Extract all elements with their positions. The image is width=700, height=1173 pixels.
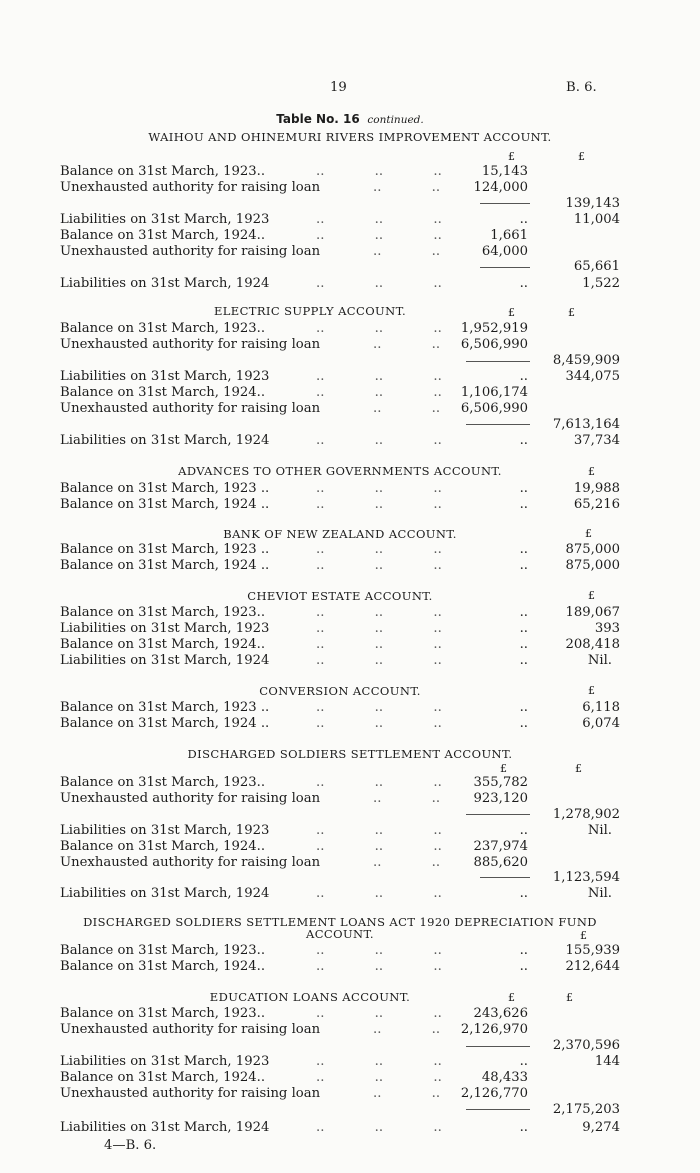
amount-col1: .. [519, 212, 528, 227]
table-row: Balance on 31st March, 1924.. .. .. .. 48,433 [60, 1070, 528, 1085]
amount-col1: 237,974 [473, 839, 528, 854]
amount-col1: 885,620 [473, 855, 528, 870]
amount-col2: 189,067 [565, 605, 620, 620]
section-title: ADVANCES TO OTHER GOVERNMENTS ACCOUNT. [178, 464, 502, 478]
amount-col1: .. [519, 653, 528, 668]
row-label: Balance on 31st March, 1923.. [60, 1006, 266, 1021]
amount-col1: 1,106,174 [460, 385, 528, 400]
footer-signature: 4—B. 6. [104, 1138, 157, 1153]
amount-col1: .. [519, 605, 528, 620]
currency-col1: £ [500, 762, 507, 775]
section-title: CHEVIOT ESTATE ACCOUNT. [247, 589, 433, 603]
leader-dots: .. .. .. [316, 164, 442, 179]
amount-col1: .. [519, 959, 528, 974]
table-row [60, 196, 620, 212]
row-label: Unexhausted authority for raising loan [60, 244, 321, 259]
table-row: Liabilities on 31st March, 1924 .. .. .. .. 9,274 [60, 1120, 620, 1135]
page-number: 19 [330, 80, 347, 95]
currency-col2: £ [566, 991, 573, 1004]
table-row [60, 417, 620, 433]
amount-col1: 2,126,770 [460, 1086, 528, 1101]
currency-col2: £ [585, 527, 592, 540]
amount-col1: .. [519, 481, 528, 496]
amount-col2: 6,118 [582, 700, 620, 715]
table-row [60, 259, 620, 275]
row-label: Balance on 31st March, 1924 .. [60, 558, 270, 573]
amount-col2: 9,274 [582, 1120, 620, 1135]
section-heading-depreciation-fund [60, 916, 620, 940]
section-heading-conversion [0, 684, 690, 698]
amount-col1: 15,143 [481, 164, 528, 179]
table-row: Unexhausted authority for raising loan .. .. 6,506,990 [60, 337, 528, 352]
row-label: Liabilities on 31st March, 1923 [60, 212, 270, 227]
row-label: Balance on 31st March, 1924 .. [60, 497, 270, 512]
table-row: Liabilities on 31st March, 1924 .. .. .. .. 37,734 [60, 433, 620, 448]
amount-col2: 344,075 [565, 369, 620, 384]
section-title: DISCHARGED SOLDIERS SETTLEMENT ACCOUNT. [187, 747, 513, 761]
row-label: Liabilities on 31st March, 1923 [60, 369, 270, 384]
amount-col2: 65,661 [573, 259, 620, 274]
amount-col1: .. [519, 823, 528, 838]
row-label: Liabilities on 31st March, 1923 [60, 621, 270, 636]
table-row: Liabilities on 31st March, 1923 .. .. .. .. 11,004 [60, 212, 620, 227]
amount-col2: 393 [594, 621, 620, 636]
table-row: Balance on 31st March, 1924 .. .. .. .. .. 875,000 [60, 558, 620, 573]
row-label: Balance on 31st March, 1924.. [60, 1070, 266, 1085]
currency-col2: £ [578, 150, 585, 163]
table-title-label: Table No. 16 [276, 112, 360, 126]
row-label: Liabilities on 31st March, 1924 [60, 653, 270, 668]
amount-col1: 1,952,919 [460, 321, 528, 336]
table-row: Liabilities on 31st March, 1923 .. .. .. .. 393 [60, 621, 620, 636]
currency-col2: £ [568, 306, 575, 319]
amount-col2: 7,613,164 [552, 417, 620, 432]
row-label: Liabilities on 31st March, 1924 [60, 433, 270, 448]
table-row [60, 807, 620, 823]
amount-col2: 208,418 [565, 637, 620, 652]
amount-col1: 923,120 [473, 791, 528, 806]
amount-col2: 11,004 [573, 212, 620, 227]
section-title: BANK OF NEW ZEALAND ACCOUNT. [223, 527, 457, 541]
row-label: Balance on 31st March, 1923.. [60, 321, 266, 336]
amount-col1: .. [519, 276, 528, 291]
amount-col2: 2,175,203 [552, 1102, 620, 1117]
row-label: Unexhausted authority for raising loan [60, 855, 321, 870]
amount-col1: .. [519, 886, 528, 901]
currency-col2: £ [588, 465, 595, 478]
table-row: Liabilities on 31st March, 1924 .. .. .. .. Nil. [60, 653, 612, 668]
amount-col1: .. [519, 943, 528, 958]
section-heading-discharged-soldiers [0, 747, 700, 761]
section-heading-electric [0, 304, 660, 318]
table-row: Balance on 31st March, 1923.. .. .. .. .. 189,067 [60, 605, 620, 620]
amount-col2: 8,459,909 [552, 353, 620, 368]
amount-col2: 19,988 [573, 481, 620, 496]
section-heading-advances [0, 464, 690, 478]
table-row: Unexhausted authority for raising loan .. .. 64,000 [60, 244, 528, 259]
table-row: Balance on 31st March, 1924.. .. .. .. .. 212,644 [60, 959, 620, 974]
currency-col2: £ [580, 929, 587, 942]
row-label: Unexhausted authority for raising loan [60, 1086, 321, 1101]
row-label: Balance on 31st March, 1923 .. [60, 481, 270, 496]
table-row [60, 1102, 620, 1118]
amount-col2: 155,939 [565, 943, 620, 958]
row-label: Balance on 31st March, 1923.. [60, 775, 266, 790]
amount-col1: 6,506,990 [460, 401, 528, 416]
section-title: ELECTRIC SUPPLY ACCOUNT. [213, 304, 407, 318]
table-title [0, 112, 700, 126]
table-row: Unexhausted authority for raising loan .. .. 124,000 [60, 180, 528, 195]
section-title-line1: DISCHARGED SOLDIERS SETTLEMENT LOANS ACT 1920 DEPRECIATION FUND [83, 915, 597, 929]
table-row: Balance on 31st March, 1923 .. .. .. .. .. 6,118 [60, 700, 620, 715]
row-label: Liabilities on 31st March, 1924 [60, 1120, 270, 1135]
amount-col2: 37,734 [573, 433, 620, 448]
table-row: Balance on 31st March, 1923 .. .. .. .. .. 875,000 [60, 542, 620, 557]
amount-col2: 6,074 [582, 716, 620, 731]
table-row: Balance on 31st March, 1923.. .. .. .. .. 155,939 [60, 943, 620, 958]
currency-col2: £ [575, 762, 582, 775]
currency-col2: £ [588, 589, 595, 602]
amount-col1: .. [519, 558, 528, 573]
row-label: Balance on 31st March, 1923.. [60, 164, 266, 179]
amount-col2: Nil. [587, 823, 612, 838]
table-row: Balance on 31st March, 1924.. .. .. .. 1,661 [60, 228, 528, 243]
section-title: CONVERSION ACCOUNT. [259, 684, 421, 698]
amount-col2: 65,216 [573, 497, 620, 512]
table-row: Liabilities on 31st March, 1923 .. .. .. .. 344,075 [60, 369, 620, 384]
amount-col2: 1,522 [582, 276, 620, 291]
row-label: Unexhausted authority for raising loan [60, 1022, 321, 1037]
row-label: Balance on 31st March, 1923.. [60, 943, 266, 958]
amount-col1: .. [519, 542, 528, 557]
table-row [60, 164, 620, 180]
row-label: Balance on 31st March, 1924.. [60, 228, 266, 243]
row-label: Unexhausted authority for raising loan [60, 337, 321, 352]
table-row: Unexhausted authority for raising loan .. .. 923,120 [60, 791, 528, 806]
table-row: Unexhausted authority for raising loan .. .. 6,506,990 [60, 401, 528, 416]
section-title-line2: ACCOUNT. [306, 927, 374, 941]
row-label: Balance on 31st March, 1923 .. [60, 542, 270, 557]
table-row: Balance on 31st March, 1924 .. .. .. .. .. 65,216 [60, 497, 620, 512]
section-heading-waihou [0, 130, 700, 144]
amount-col1: .. [519, 497, 528, 512]
amount-col2: 144 [594, 1054, 620, 1069]
amount-col1: 6,506,990 [460, 337, 528, 352]
row-label: Balance on 31st March, 1924.. [60, 959, 266, 974]
amount-col1: 355,782 [473, 775, 528, 790]
amount-col1: .. [519, 1054, 528, 1069]
row-label: Liabilities on 31st March, 1923 [60, 823, 270, 838]
table-row: Liabilities on 31st March, 1923 .. .. .. .. 144 [60, 1054, 620, 1069]
table-row: Unexhausted authority for raising loan .. .. 2,126,770 [60, 1086, 528, 1101]
amount-col1: 1,661 [490, 228, 528, 243]
amount-col1: .. [519, 433, 528, 448]
table-row: Unexhausted authority for raising loan .. .. 2,126,970 [60, 1022, 528, 1037]
amount-col2: 139,143 [565, 196, 620, 211]
row-label: Unexhausted authority for raising loan [60, 401, 321, 416]
amount-col2: 212,644 [565, 959, 620, 974]
table-row: Balance on 31st March, 1923.. .. .. .. 355,782 [60, 775, 528, 790]
amount-col2: 1,278,902 [552, 807, 620, 822]
amount-col2: Nil. [587, 653, 612, 668]
table-row: Balance on 31st March, 1923.. .. .. .. 1,952,919 [60, 321, 528, 336]
currency-col1: £ [508, 991, 515, 1004]
amount-col2: 875,000 [565, 542, 620, 557]
row-label: Balance on 31st March, 1923 .. [60, 700, 270, 715]
table-row [60, 870, 620, 886]
table-row: Liabilities on 31st March, 1924 .. .. .. .. 1,522 [60, 276, 620, 291]
row-label: Balance on 31st March, 1924.. [60, 385, 266, 400]
section-heading-education-loans [0, 990, 660, 1004]
section-title: WAIHOU AND OHINEMURI RIVERS IMPROVEMENT ACCOUNT. [148, 130, 552, 144]
section-title: EDUCATION LOANS ACCOUNT. [209, 990, 411, 1004]
amount-col1: .. [519, 369, 528, 384]
amount-col1: 2,126,970 [460, 1022, 528, 1037]
table-row: Balance on 31st March, 1924 .. .. .. .. .. 6,074 [60, 716, 620, 731]
page-reference: B. 6. [566, 80, 597, 95]
row-label: Liabilities on 31st March, 1924 [60, 886, 270, 901]
currency-col1: £ [508, 306, 515, 319]
amount-col1: 48,433 [481, 1070, 528, 1085]
row-label: Balance on 31st March, 1923.. [60, 605, 266, 620]
amount-col1: 64,000 [481, 244, 528, 259]
row-label: Balance on 31st March, 1924.. [60, 839, 266, 854]
table-row [60, 353, 620, 369]
table-row: Balance on 31st March, 1924.. .. .. .. .. 208,418 [60, 637, 620, 652]
table-row: Balance on 31st March, 1923 .. .. .. .. .. 19,988 [60, 481, 620, 496]
table-row: Balance on 31st March, 1924.. .. .. .. 1,106,174 [60, 385, 528, 400]
amount-col2: 1,123,594 [552, 870, 620, 885]
currency-col2: £ [588, 684, 595, 697]
table-row: Balance on 31st March, 1923.. .. .. .. 243,626 [60, 1006, 528, 1021]
table-title-continued: continued. [367, 114, 424, 126]
amount-col1: 124,000 [473, 180, 528, 195]
table-row: Balance on 31st March, 1924.. .. .. .. 237,974 [60, 839, 528, 854]
table-row [60, 1038, 620, 1054]
table-row: Liabilities on 31st March, 1923 .. .. .. .. Nil. [60, 823, 612, 838]
row-label: Unexhausted authority for raising loan [60, 791, 321, 806]
table-row: Unexhausted authority for raising loan .. .. 885,620 [60, 855, 528, 870]
amount-col1: .. [519, 1120, 528, 1135]
currency-col1: £ [508, 150, 515, 163]
table-row: Liabilities on 31st March, 1924 .. .. .. .. Nil. [60, 886, 612, 901]
amount-col1: .. [519, 716, 528, 731]
amount-col1: .. [519, 621, 528, 636]
row-label: Balance on 31st March, 1924 .. [60, 716, 270, 731]
row-label: Balance on 31st March, 1924.. [60, 637, 266, 652]
amount-col1: 243,626 [473, 1006, 528, 1021]
amount-col2: 2,370,596 [552, 1038, 620, 1053]
row-label: Liabilities on 31st March, 1924 [60, 276, 270, 291]
amount-col2: 875,000 [565, 558, 620, 573]
section-heading-cheviot [0, 589, 690, 603]
amount-col1: .. [519, 700, 528, 715]
row-label: Liabilities on 31st March, 1923 [60, 1054, 270, 1069]
amount-col1: .. [519, 637, 528, 652]
row-label: Unexhausted authority for raising loan [60, 180, 321, 195]
amount-col2: Nil. [587, 886, 612, 901]
